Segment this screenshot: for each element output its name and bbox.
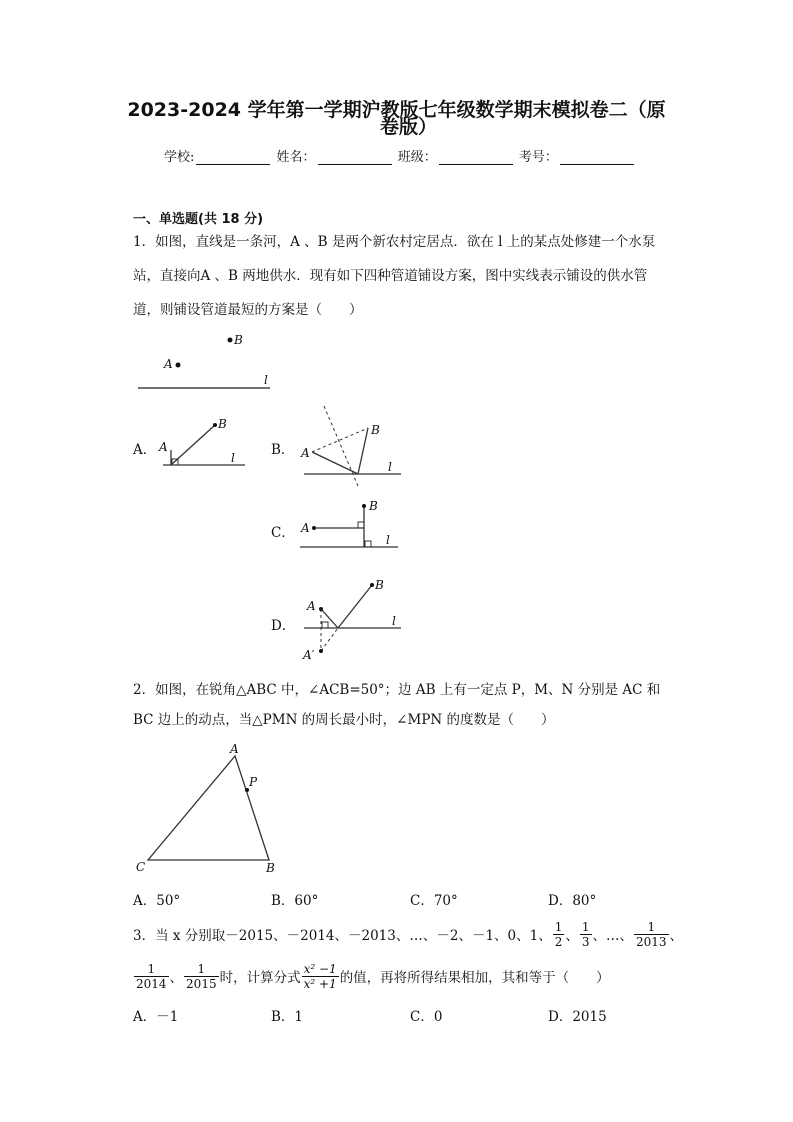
q3-line1: 3．当 x 分别取－2015、－2014、－2013、…、－2、－1、0、1、 $\frac{1}{2}$ 、 $\frac{1}{3}$ 、…、 $\frac{1}{2013}$ 、 (133, 919, 684, 949)
section-heading: 一、单选题(共 18 分) (133, 212, 264, 227)
pipe-b (358, 428, 368, 474)
label-l: l (231, 451, 235, 465)
label-a: A (159, 440, 168, 454)
q3-line2-suffix: 的值，再将所得结果相加，其和等于（ ） (339, 970, 610, 986)
label-b: B (218, 417, 227, 431)
name-label: 姓名： (276, 150, 316, 165)
exam-no-blank (560, 151, 634, 165)
point-aprime (319, 649, 323, 653)
label-a: A (164, 357, 173, 371)
triangle-abc (148, 756, 269, 860)
q1-option-c-figure (296, 496, 406, 556)
label-l: l (392, 614, 396, 628)
point-b (362, 504, 366, 508)
point-a (319, 607, 323, 611)
frac-one-2014: $\frac{1}{2014}$ (136, 961, 167, 991)
q2-triangle-figure (132, 740, 282, 880)
q3-option-c[interactable]: C．0 (410, 1009, 443, 1025)
q2-option-a[interactable]: A．50° (133, 893, 181, 909)
q2-line2: BC 边上的动点，当△PMN 的周长最小时，∠MPN 的度数是（ ） (133, 712, 555, 728)
q1-option-c[interactable]: C． (271, 525, 295, 541)
q1-main-figure (130, 328, 280, 393)
q3-line2-mid: 时，计算分式 (219, 970, 301, 986)
label-aprime: A′ (303, 648, 315, 662)
pipe-a (321, 609, 338, 628)
dashed-aprime (321, 628, 338, 651)
frac-one-half: $\frac{1}{2}$ (554, 919, 563, 949)
q2-option-b[interactable]: B．60° (271, 893, 319, 909)
student-info-row (164, 146, 636, 165)
label-p: P (249, 775, 258, 789)
q2-option-c[interactable]: C．70° (410, 893, 458, 909)
class-blank (439, 151, 513, 165)
label-a: A (301, 446, 310, 460)
label-c: C (136, 860, 146, 874)
q1-option-d[interactable]: D． (271, 618, 296, 634)
q1-option-a-figure (155, 412, 255, 472)
pipe-b (338, 585, 372, 628)
label-b: B (375, 578, 384, 592)
label-l: l (264, 373, 268, 387)
frac-one-2015: $\frac{1}{2015}$ (186, 961, 217, 991)
q3-option-b[interactable]: B．1 (271, 1009, 304, 1025)
frac-expression: $\frac{\text{x² −1}}{\text{x² +1}}$ (303, 961, 337, 991)
frac-one-third: $\frac{1}{3}$ (581, 919, 590, 949)
point-b (228, 338, 233, 343)
point-b (213, 423, 217, 427)
label-a: A (230, 742, 239, 756)
label-b: B (234, 333, 243, 347)
school-blank (196, 151, 270, 165)
q1-option-a[interactable]: A． (133, 442, 157, 458)
q3-line2: $\frac{1}{2014}$ 、 $\frac{1}{2015}$ 时，计算分式 $\frac{\text{x² −1}}{\text{x² +1}}$ 的值，再将所得结果相加，其和等于（ ） (136, 961, 610, 991)
pipe-a (312, 452, 358, 474)
frac-one-2013: $\frac{1}{2013}$ (636, 919, 667, 949)
dashed-ab (312, 428, 368, 452)
q2-line1: 2．如图，在锐角△ABC 中，∠ACB=50°；边 AB 上有一定点 P，M、N 分别是 AC 和 (133, 682, 661, 698)
right-angle-mark (322, 622, 328, 628)
q1-option-b-figure (296, 400, 406, 490)
label-b: B (369, 499, 378, 513)
name-blank (318, 151, 392, 165)
label-b: B (371, 423, 380, 437)
page-title-line2: 卷版） (380, 116, 438, 138)
right-angle-mark (365, 541, 371, 547)
exam-no-label: 考号： (518, 150, 558, 165)
class-label: 班级： (397, 150, 437, 165)
q2-option-d[interactable]: D．80° (548, 893, 597, 909)
point-a (176, 363, 181, 368)
q1-option-b[interactable]: B． (271, 442, 295, 458)
q3-option-d[interactable]: D．2015 (548, 1009, 607, 1025)
label-l: l (386, 533, 390, 547)
point-a (312, 526, 316, 530)
q1-option-d-figure (296, 575, 406, 667)
label-l: l (388, 460, 392, 474)
q1-line1: 1．如图，直线是一条河，A 、B 是两个新农村定居点．欲在 l 上的某点处修建一个水泵 (133, 234, 656, 250)
q1-line2: 站，直接向A 、B 两地供水．现有如下四种管道铺设方案，图中实线表示铺设的供水管 (133, 268, 648, 284)
point-b (370, 583, 374, 587)
label-a: A (301, 521, 310, 535)
q1-line3: 道，则铺设管道最短的方案是（ ） (133, 302, 363, 318)
right-angle-mark (358, 522, 364, 528)
q3-option-a[interactable]: A．－1 (133, 1009, 179, 1025)
label-a: A (307, 599, 316, 613)
page-title-line1: 2023-2024 学年第一学期沪教版七年级数学期末模拟卷二（原 (127, 99, 666, 121)
school-label: 学校: (164, 150, 195, 165)
label-b: B (266, 861, 275, 875)
q3-line1-prefix: 3．当 x 分别取－2015、－2014、－2013、…、－2、－1、0、1、 (133, 928, 552, 944)
